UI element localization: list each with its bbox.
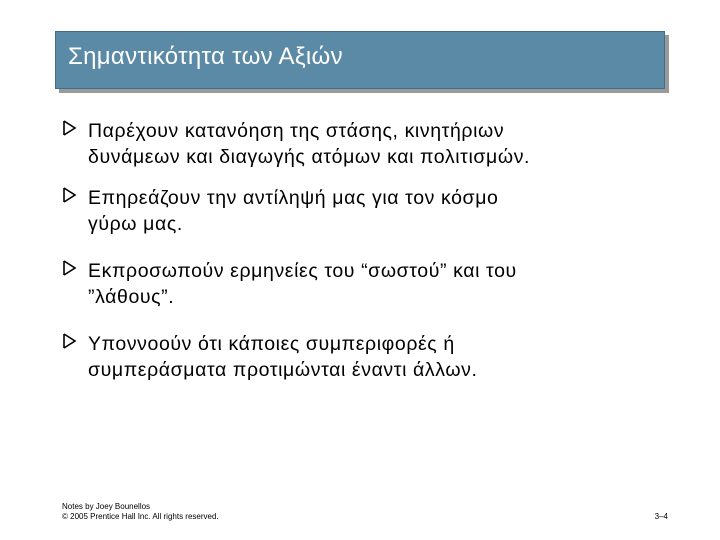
title-bar [55,31,665,89]
arrow-bullet-icon [62,332,78,350]
footer-notes: Notes by Joey Bounellos [62,502,151,511]
slide-title: Σημαντικότητα των Αξιών [68,43,343,70]
bullet-item [62,118,530,170]
bullet-item [62,258,517,310]
bullet-item [62,331,478,383]
bullet-item [62,185,498,237]
arrow-bullet-icon [62,119,78,137]
footer-credits [62,502,219,522]
bullet-text: Υποννοούν ότι κάποιες συμπεριφορές ή συμπεράσματα προτιμώνται έναντι άλλων. [88,333,478,381]
arrow-bullet-icon [62,186,78,204]
bullet-text: Εκπροσωπούν ερμηνείες του “σωστού” και του ”λάθους”. [88,260,517,308]
footer-copyright: © 2005 Prentice Hall Inc. All rights reserved. [62,512,219,521]
bullet-text: Επηρεάζουν την αντίληψή μας για τον κόσμο γύρω μας. [88,187,499,235]
bullet-text: Παρέχουν κατανόηση της στάσης, κινητήριων δυνάμεων και διαγωγής ατόμων και πολιτισμών. [88,120,531,168]
page-number: 3–4 [654,512,668,521]
arrow-bullet-icon [62,259,78,277]
